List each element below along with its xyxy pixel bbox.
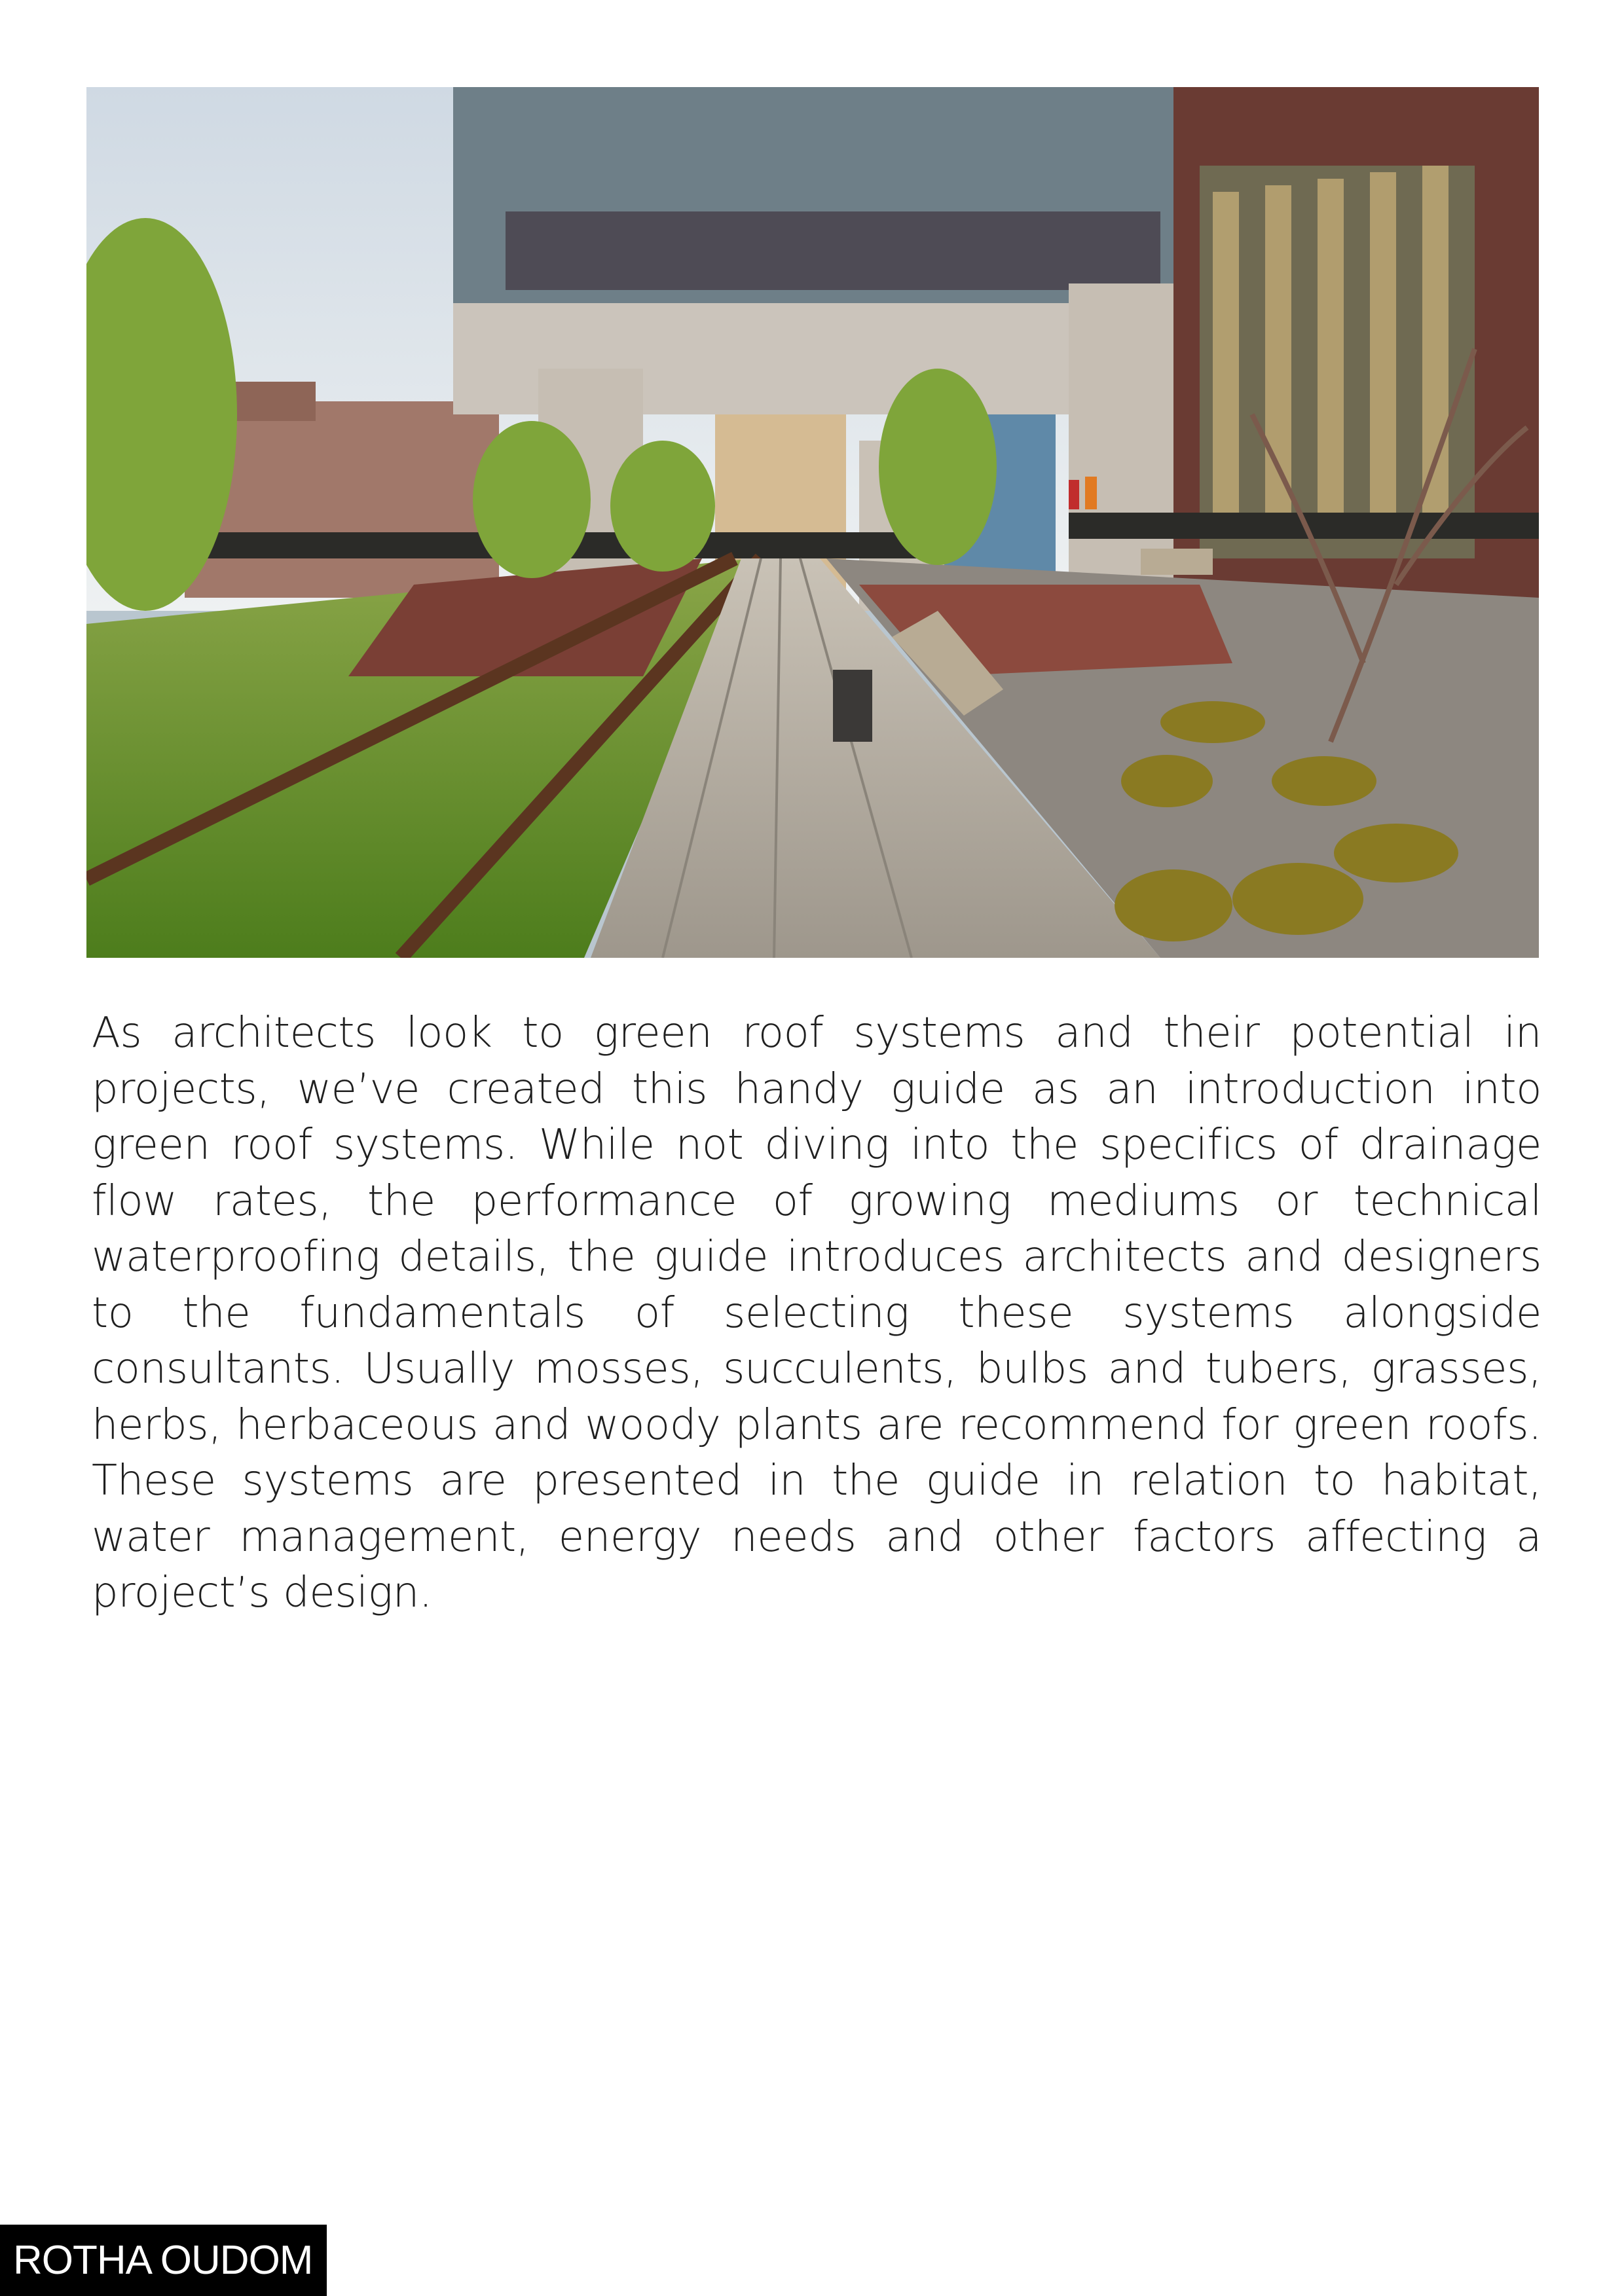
park-walkway-photo [86,87,1539,958]
author-label: ROTHA OUDOM [0,2225,327,2296]
walkway-illustration [86,87,1539,958]
body-paragraph: As architects look to green roof systems and their potential in projects, we’ve created this handy guide as an introduction into green roof systems. While not diving into the specifics of drainage flow rates, the performance of growing mediums or technical waterproofing details, the guide introduces architects and designers to the fundamentals of selecting these systems alongside consultants. Usually mosses, succulents, bulbs and tubers, grasses, herbs, herbaceous and woody plants are recommend for green roofs. These systems are presented in the guide in relation to habitat, water management, energy needs and other factors affecting a project’s design. [92,1009,1541,1617]
